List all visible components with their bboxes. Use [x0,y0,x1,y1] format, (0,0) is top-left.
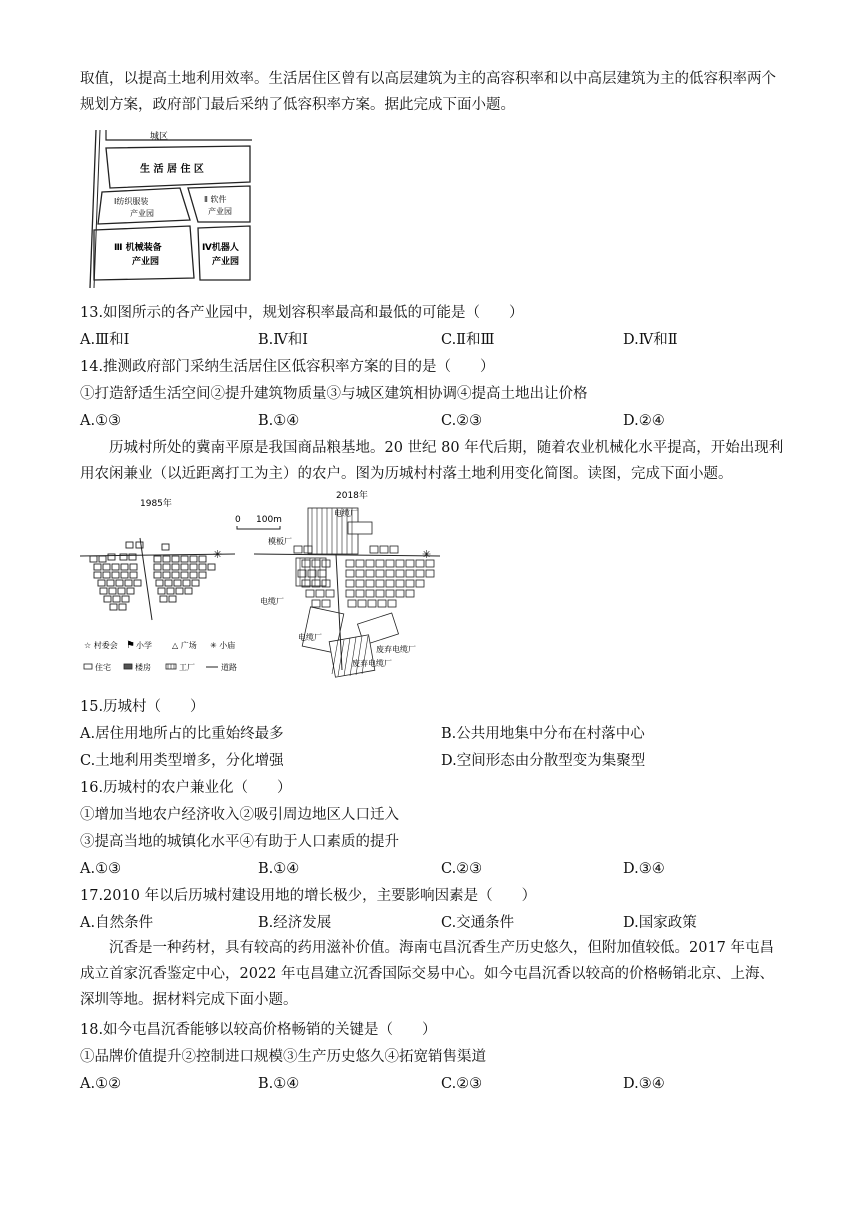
svg-text:✳: ✳ [422,548,432,561]
q17-option-c: C.交通条件 [441,915,515,931]
industrial-park-map [84,128,256,290]
q16-items-2: ③提高当地的城镇化水平④有助于人口素质的提升 [80,834,399,850]
svg-text:⚑: ⚑ [126,640,135,651]
intro-paragraph-3: 沉香是一种药材，具有较高的药用滋补价值。海南屯昌沉香生产历史悠久，但附加值较低。2017 年屯昌成立首家沉香鉴定中心，2022 年屯昌建立沉香国际交易中心。如今屯昌沉香以较高的价格畅销北京、上海、深圳等地。据材料完成下面小题。 [80,940,775,1008]
factory-cable-1: 电缆厂 [334,509,358,518]
zone1-label-a: Ⅰ纺织服装 [114,197,149,206]
legend-house: 住宅 [95,663,111,672]
zone2-label-a: Ⅱ 软件 [204,195,227,204]
zone3-label-a: Ⅲ 机械装备 [114,243,162,253]
q18-stem: 18.如今屯昌沉香能够以较高价格畅销的关键是（ ） [80,1022,437,1038]
q18-items: ①品牌价值提升②控制进口规模③生产历史悠久④拓宽销售渠道 [80,1049,486,1065]
q18-option-c: C.②③ [441,1076,483,1092]
q18-option-a: A.①② [80,1076,122,1092]
factory-cable-2: 电缆厂 [260,597,284,606]
q13-option-b: B.Ⅳ和Ⅰ [258,332,308,348]
q16-option-b: B.①④ [258,861,300,877]
legend-square: △ 广场 [172,641,197,650]
q14-option-b: B.①④ [258,413,300,429]
q17-stem: 17.2010 年以后历城村建设用地的增长极少，主要影响因素是（ ） [80,888,537,904]
q13-stem: 13.如图所示的各产业园中，规划容积率最高和最低的可能是（ ） [80,305,524,321]
q17-option-b: B.经济发展 [258,915,332,931]
year-1985-label: 1985年 [140,499,172,509]
svg-text:✳: ✳ [213,548,223,561]
legend-committee: ☆ 村委会 [84,641,118,650]
q14-option-c: C.②③ [441,413,483,429]
legend-school: 小学 [136,641,152,650]
q13-option-c: C.Ⅱ和Ⅲ [441,332,495,348]
q16-stem: 16.历城村的农户兼业化（ ） [80,780,292,796]
q14-option-a: A.①③ [80,413,122,429]
q18-option-d: D.③④ [623,1076,665,1092]
legend-road: 道路 [221,663,237,672]
living-zone-label: 生 活 居 住 区 [140,164,204,175]
q16-option-c: C.②③ [441,861,483,877]
q15-option-b: B.公共用地集中分布在村落中心 [441,726,645,742]
factory-board: 模板厂 [268,537,292,546]
q18-option-b: B.①④ [258,1076,300,1092]
scale-length: 100m [256,515,282,525]
q16-items-1: ①增加当地农户经济收入②吸引周边地区人口迁入 [80,807,399,823]
q14-stem: 14.推测政府部门采纳生活居住区低容积率方案的目的是（ ） [80,359,495,375]
legend-building: 楼房 [135,663,151,672]
q15-option-c: C.土地利用类型增多，分化增强 [80,753,284,769]
zone4-label-a: Ⅳ机器人 [202,243,239,253]
q15-option-a: A.居住用地所占的比重始终最多 [80,726,284,742]
zone4-label-b: 产业园 [212,257,240,267]
q15-option-d: D.空间形态由分散型变为集聚型 [441,753,646,769]
q16-option-a: A.①③ [80,861,122,877]
q16-option-d: D.③④ [623,861,665,877]
zone3-label-b: 产业园 [132,257,160,267]
zone2-label-b: 产业园 [208,207,232,216]
scale-zero: 0 [235,515,241,525]
intro-paragraph-1: 取值，以提高土地利用效率。生活居住区曾有以高层建筑为主的高容积率和以中高层建筑为主的低容积率两个规划方案，政府部门最后采纳了低容积率方案。据此完成下面小题。 [80,71,776,113]
factory-abandoned-2: 废弃电缆厂 [352,659,392,668]
year-2018-label: 2018年 [336,491,368,501]
q17-option-a: A.自然条件 [80,915,154,931]
q17-option-d: D.国家政策 [623,915,697,931]
legend-factory: 工厂 [179,663,195,672]
village-land-use-map [80,490,452,688]
legend-temple: ✳ 小庙 [210,641,236,650]
q14-items: ①打造舒适生活空间②提升建筑物质量③与城区建筑相协调④提高土地出让价格 [80,386,588,402]
intro-paragraph-2: 历城村所处的冀南平原是我国商品粮基地。20 世纪 80 年代后期，随着农业机械化水平提高，开始出现利用农闲兼业（以近距离打工为主）的农户。图为历城村村落土地利用变化简图。读图，完成下面小题。 [80,440,784,482]
factory-abandoned-1: 废弃电缆厂 [376,645,416,654]
city-label: 城区 [150,132,169,142]
q15-stem: 15.历城村（ ） [80,699,205,715]
q13-option-a: A.Ⅲ和Ⅰ [80,332,130,348]
zone1-label-b: 产业园 [130,209,154,218]
factory-cable-3: 电缆厂 [298,633,322,642]
q13-option-d: D.Ⅳ和Ⅱ [623,332,678,348]
q14-option-d: D.②④ [623,413,665,429]
